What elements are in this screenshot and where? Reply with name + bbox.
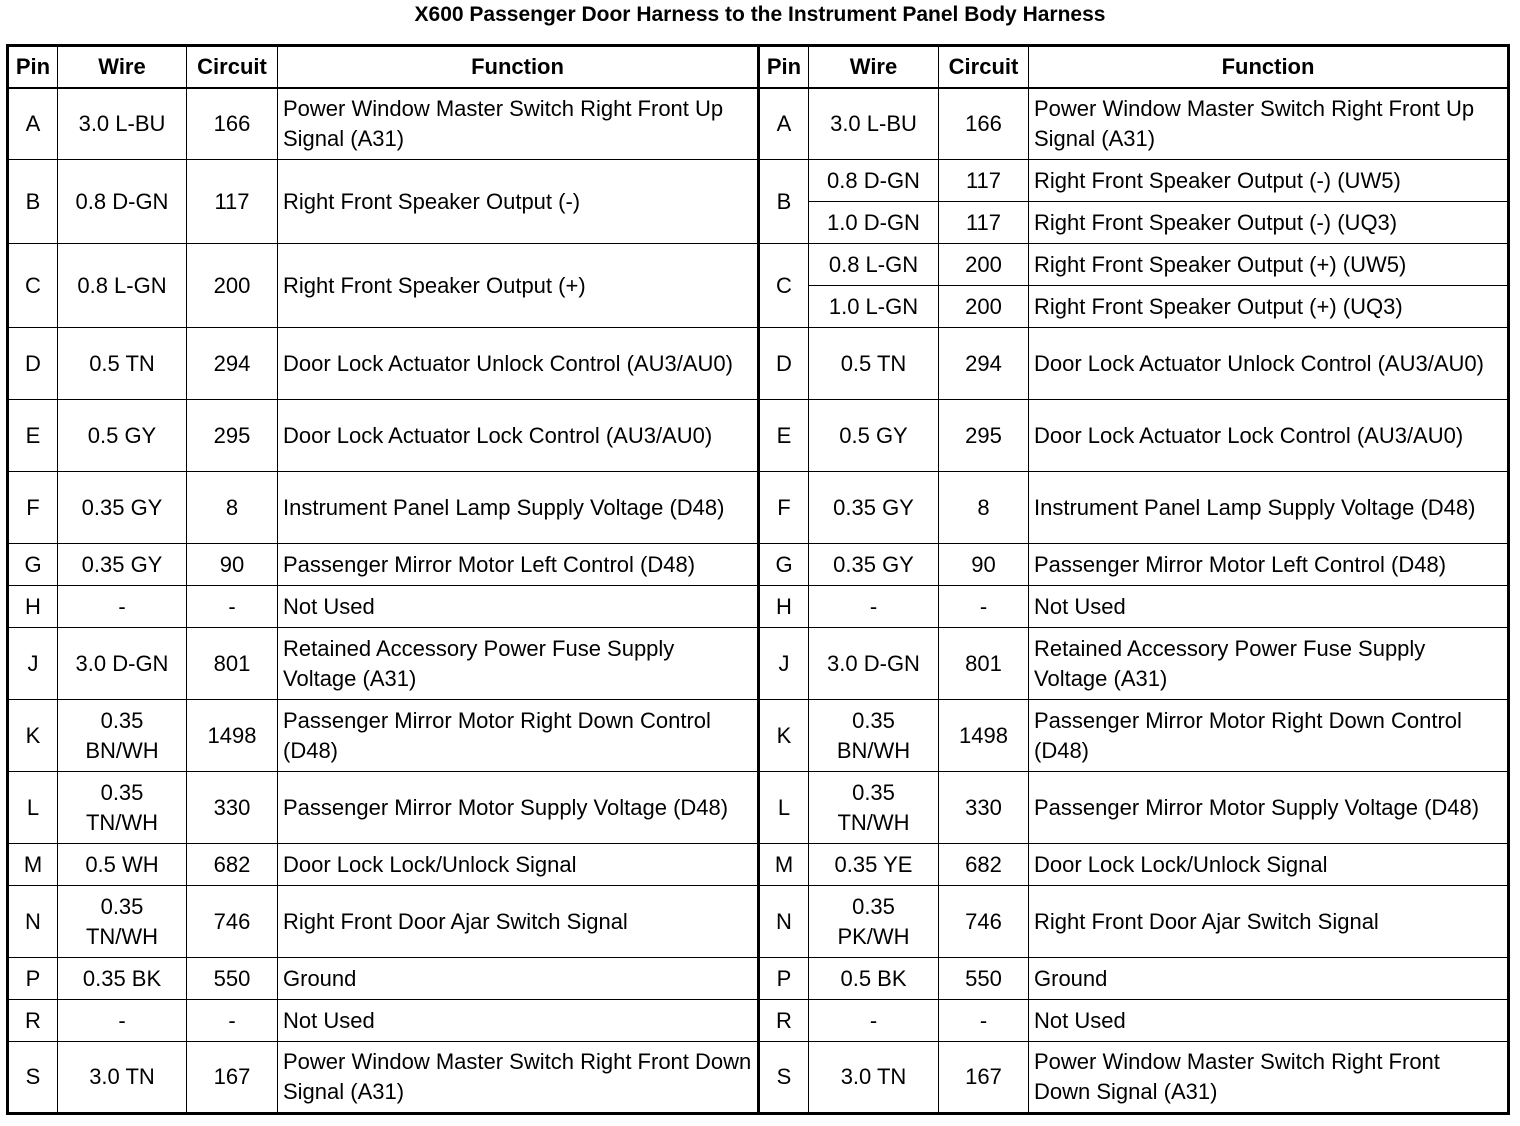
- wire-cell: 0.35 TN/WH: [58, 772, 187, 844]
- function-cell: Passenger Mirror Motor Left Control (D48): [1029, 544, 1509, 586]
- page-title: X600 Passenger Door Harness to the Instrument Panel Body Harness: [414, 3, 1106, 26]
- pin-cell: D: [759, 328, 809, 400]
- header-circuit: Circuit: [187, 46, 278, 88]
- function-cell: Door Lock Actuator Lock Control (AU3/AU0): [1029, 400, 1509, 472]
- table-row: [8, 328, 1509, 400]
- wire-cell: 0.35 PK/WH: [809, 886, 939, 958]
- pin-cell: P: [8, 958, 58, 1000]
- function-cell: Right Front Door Ajar Switch Signal: [1029, 886, 1509, 958]
- function-cell: Right Front Speaker Output (-) (UW5): [1029, 160, 1509, 202]
- wire-cell: 0.5 TN: [58, 328, 187, 400]
- pin-cell: L: [759, 772, 809, 844]
- function-cell: Door Lock Lock/Unlock Signal: [1029, 844, 1509, 886]
- circuit-cell: 330: [187, 772, 278, 844]
- pin-cell: E: [759, 400, 809, 472]
- pin-cell: G: [759, 544, 809, 586]
- table-row: [8, 586, 1509, 628]
- circuit-cell: 801: [939, 628, 1029, 700]
- function-cell: Right Front Speaker Output (+) (UQ3): [1029, 286, 1509, 328]
- table-row: [8, 772, 1509, 844]
- header-pin: Pin: [759, 46, 809, 88]
- pin-cell: N: [8, 886, 58, 958]
- table-row: [8, 886, 1509, 958]
- function-cell: Passenger Mirror Motor Supply Voltage (D48): [278, 772, 759, 844]
- circuit-cell: 167: [939, 1042, 1029, 1114]
- wire-cell: 0.35 BN/WH: [58, 700, 187, 772]
- function-cell: Power Window Master Switch Right Front Down Signal (A31): [1029, 1042, 1509, 1114]
- circuit-cell: -: [187, 586, 278, 628]
- harness-table: [6, 44, 1510, 1115]
- pin-cell: C: [8, 244, 58, 328]
- table-row: [8, 1000, 1509, 1042]
- pin-cell: E: [8, 400, 58, 472]
- function-cell: Not Used: [1029, 1000, 1509, 1042]
- circuit-cell: 295: [939, 400, 1029, 472]
- wire-cell: 0.35 TN/WH: [809, 772, 939, 844]
- pin-cell: A: [8, 88, 58, 160]
- function-cell: Retained Accessory Power Fuse Supply Voltage (A31): [1029, 628, 1509, 700]
- wire-cell: 0.5 BK: [809, 958, 939, 1000]
- circuit-cell: -: [939, 586, 1029, 628]
- pin-cell: N: [759, 886, 809, 958]
- header-function: Function: [278, 46, 759, 88]
- circuit-cell: 90: [187, 544, 278, 586]
- wire-cell: 0.8 L-GN: [809, 244, 939, 286]
- pin-cell: M: [759, 844, 809, 886]
- table-row: [8, 700, 1509, 772]
- function-cell: Not Used: [278, 586, 759, 628]
- table-row: [8, 244, 1509, 286]
- table-row: [8, 88, 1509, 160]
- circuit-cell: 295: [187, 400, 278, 472]
- table-row: [8, 958, 1509, 1000]
- function-cell: Power Window Master Switch Right Front Up Signal (A31): [1029, 88, 1509, 160]
- table-row: [8, 628, 1509, 700]
- circuit-cell: -: [939, 1000, 1029, 1042]
- wire-cell: 0.35 YE: [809, 844, 939, 886]
- circuit-cell: 550: [187, 958, 278, 1000]
- table-row: [8, 544, 1509, 586]
- header-function: Function: [1029, 46, 1509, 88]
- function-cell: Not Used: [1029, 586, 1509, 628]
- function-cell: Door Lock Actuator Unlock Control (AU3/AU0): [1029, 328, 1509, 400]
- wire-cell: 0.35 TN/WH: [58, 886, 187, 958]
- function-cell: Not Used: [278, 1000, 759, 1042]
- circuit-cell: 200: [939, 286, 1029, 328]
- header-wire: Wire: [809, 46, 939, 88]
- function-cell: Instrument Panel Lamp Supply Voltage (D48): [1029, 472, 1509, 544]
- wire-cell: 0.5 WH: [58, 844, 187, 886]
- function-cell: Ground: [278, 958, 759, 1000]
- table-row: [8, 1042, 1509, 1114]
- function-cell: Instrument Panel Lamp Supply Voltage (D48): [278, 472, 759, 544]
- function-cell: Power Window Master Switch Right Front Down Signal (A31): [278, 1042, 759, 1114]
- wire-cell: -: [58, 586, 187, 628]
- wire-cell: 0.35 BN/WH: [809, 700, 939, 772]
- circuit-cell: 200: [939, 244, 1029, 286]
- circuit-cell: 117: [939, 160, 1029, 202]
- function-cell: Right Front Door Ajar Switch Signal: [278, 886, 759, 958]
- function-cell: Right Front Speaker Output (+): [278, 244, 759, 328]
- circuit-cell: 90: [939, 544, 1029, 586]
- circuit-cell: 801: [187, 628, 278, 700]
- table-row: [8, 472, 1509, 544]
- pin-cell: G: [8, 544, 58, 586]
- circuit-cell: 117: [187, 160, 278, 244]
- header-row: [8, 46, 1509, 88]
- circuit-cell: 294: [939, 328, 1029, 400]
- pin-cell: D: [8, 328, 58, 400]
- table-row: [8, 400, 1509, 472]
- wire-cell: 0.35 GY: [58, 472, 187, 544]
- pin-cell: R: [8, 1000, 58, 1042]
- pin-cell: M: [8, 844, 58, 886]
- function-cell: Door Lock Actuator Lock Control (AU3/AU0): [278, 400, 759, 472]
- function-cell: Right Front Speaker Output (-) (UQ3): [1029, 202, 1509, 244]
- function-cell: Passenger Mirror Motor Right Down Control (D48): [278, 700, 759, 772]
- pin-cell: S: [759, 1042, 809, 1114]
- pin-cell: L: [8, 772, 58, 844]
- pin-cell: F: [8, 472, 58, 544]
- circuit-cell: 8: [939, 472, 1029, 544]
- header-wire: Wire: [58, 46, 187, 88]
- wire-cell: 3.0 L-BU: [58, 88, 187, 160]
- circuit-cell: 117: [939, 202, 1029, 244]
- pin-cell: S: [8, 1042, 58, 1114]
- circuit-cell: 8: [187, 472, 278, 544]
- circuit-cell: -: [187, 1000, 278, 1042]
- function-cell: Ground: [1029, 958, 1509, 1000]
- header-pin: Pin: [8, 46, 58, 88]
- wire-cell: 1.0 D-GN: [809, 202, 939, 244]
- wire-cell: -: [809, 1000, 939, 1042]
- pin-cell: R: [759, 1000, 809, 1042]
- circuit-cell: 1498: [939, 700, 1029, 772]
- wire-cell: -: [58, 1000, 187, 1042]
- wire-cell: 0.5 TN: [809, 328, 939, 400]
- circuit-cell: 200: [187, 244, 278, 328]
- wire-cell: 3.0 D-GN: [809, 628, 939, 700]
- function-cell: Passenger Mirror Motor Left Control (D48): [278, 544, 759, 586]
- function-cell: Door Lock Lock/Unlock Signal: [278, 844, 759, 886]
- wire-cell: 0.35 GY: [809, 472, 939, 544]
- wire-cell: 0.35 GY: [58, 544, 187, 586]
- circuit-cell: 167: [187, 1042, 278, 1114]
- wire-cell: 3.0 D-GN: [58, 628, 187, 700]
- wire-cell: 0.35 GY: [809, 544, 939, 586]
- circuit-cell: 166: [187, 88, 278, 160]
- function-cell: Power Window Master Switch Right Front Up Signal (A31): [278, 88, 759, 160]
- function-cell: Right Front Speaker Output (-): [278, 160, 759, 244]
- table-row: [8, 160, 1509, 202]
- pin-cell: B: [759, 160, 809, 244]
- function-cell: Passenger Mirror Motor Supply Voltage (D48): [1029, 772, 1509, 844]
- wire-cell: 3.0 TN: [58, 1042, 187, 1114]
- wire-cell: 3.0 L-BU: [809, 88, 939, 160]
- pin-cell: J: [8, 628, 58, 700]
- pin-cell: J: [759, 628, 809, 700]
- wire-cell: 3.0 TN: [809, 1042, 939, 1114]
- circuit-cell: 682: [939, 844, 1029, 886]
- circuit-cell: 550: [939, 958, 1029, 1000]
- pin-cell: C: [759, 244, 809, 328]
- circuit-cell: 1498: [187, 700, 278, 772]
- pin-cell: H: [759, 586, 809, 628]
- function-cell: Passenger Mirror Motor Right Down Control (D48): [1029, 700, 1509, 772]
- wire-cell: 0.8 D-GN: [809, 160, 939, 202]
- table-row: [8, 844, 1509, 886]
- pin-cell: K: [8, 700, 58, 772]
- wire-cell: 0.8 D-GN: [58, 160, 187, 244]
- header-circuit: Circuit: [939, 46, 1029, 88]
- pin-cell: A: [759, 88, 809, 160]
- wire-cell: 1.0 L-GN: [809, 286, 939, 328]
- wire-cell: 0.35 BK: [58, 958, 187, 1000]
- pin-cell: P: [759, 958, 809, 1000]
- wire-cell: -: [809, 586, 939, 628]
- wire-cell: 0.8 L-GN: [58, 244, 187, 328]
- pin-cell: B: [8, 160, 58, 244]
- circuit-cell: 166: [939, 88, 1029, 160]
- pin-cell: F: [759, 472, 809, 544]
- pin-cell: K: [759, 700, 809, 772]
- function-cell: Right Front Speaker Output (+) (UW5): [1029, 244, 1509, 286]
- circuit-cell: 682: [187, 844, 278, 886]
- circuit-cell: 746: [187, 886, 278, 958]
- function-cell: Door Lock Actuator Unlock Control (AU3/AU0): [278, 328, 759, 400]
- wire-cell: 0.5 GY: [809, 400, 939, 472]
- pin-cell: H: [8, 586, 58, 628]
- function-cell: Retained Accessory Power Fuse Supply Voltage (A31): [278, 628, 759, 700]
- wire-cell: 0.5 GY: [58, 400, 187, 472]
- circuit-cell: 294: [187, 328, 278, 400]
- circuit-cell: 330: [939, 772, 1029, 844]
- circuit-cell: 746: [939, 886, 1029, 958]
